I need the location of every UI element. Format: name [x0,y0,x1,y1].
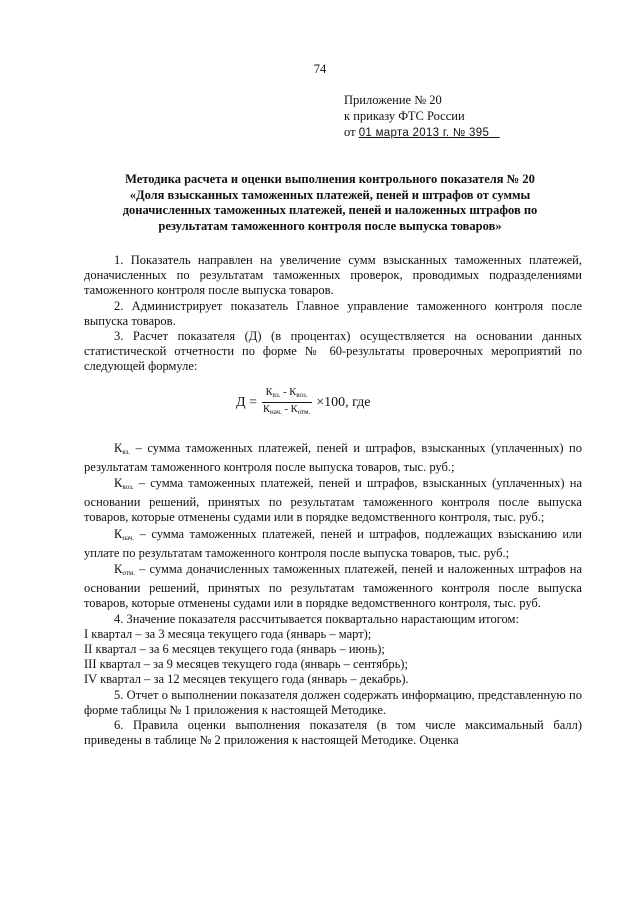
definition-k-voz: $К_{воз.}$ – сумма таможенных платежей, пеней и штрафов, взысканных (уплаченных) на основании решений, принятых по результатам таможенного контроля после выпуска товаров, которые отменены судами или в порядке ведомственного контроля, тыс. руб.; [84,476,582,525]
appendix-date-prefix: от [344,125,356,139]
appendix-line-1: Приложение № 20 [344,93,442,107]
definition-k-otm: $К_{отм.}$ – сумма доначисленных таможенных платежей, пеней и наложенных штрафов на основании решений, принятых по результатам таможенного контроля после выпуска товаров, которые отменены судами или в порядке ведомственного контроля, тыс. руб. [84,562,582,611]
quarter-item: I квартал – за 3 месяца текущего года (январь – март); [84,626,372,641]
formula-tail: ×100, где [316,394,371,410]
title-line-4: результатам таможенного контроля после выпуска товаров» [158,218,502,233]
appendix-order-number: № 395 [452,127,490,139]
title-line-1: Методика расчета и оценки выполнения контрольного показателя № 20 [125,172,535,186]
appendix-date: 01 марта 2013 г. [358,127,450,139]
quarters-list [84,627,582,688]
paragraph-6: 6. Правила оценки выполнения показателя (в том числе максимальный балл) приведены в таблице № 2 приложения к настоящей Методике. Оценка [84,718,582,748]
appendix-line-3 [344,124,594,141]
definition-k-nach: $К_{нач.}$ – сумма таможенных платежей, пеней и штрафов, подлежащих взысканию или уплате по результатам таможенного контроля после выпуска товаров, тыс. руб.; [84,526,582,560]
title-line-3: доначисленных таможенных платежей, пеней и наложенных штрафов по [122,203,538,217]
formula-fraction [259,387,314,418]
document-title [80,172,580,234]
formula-lhs: Д = [236,394,257,410]
quarter-item: II квартал – за 6 месяцев текущего года (январь – июнь); [84,642,385,657]
paragraph-2: 2. Администрирует показатель Главное управление таможенного контроля после выпуска товаров. [84,298,582,328]
definition-k-vz: $К_{вз.}$ – сумма таможенных платежей, пеней и штрафов, взысканных (уплаченных) по результатам таможенного контроля после выпуска товаров, тыс. руб.; [84,440,582,474]
paragraph-5: 5. Отчет о выполнении показателя должен содержать информацию, представленную по форме таблицы № 1 приложения к настоящей Методике. [84,687,582,717]
paragraph-3: 3. Расчет показателя (Д) (в процентах) осуществляется на основании данных статистической отчетности по форме № 60-результаты проверочных мероприятий по следующей формуле: [84,329,582,374]
title-line-2: «Доля взысканных таможенных платежей, пеней и штрафов от суммы [129,187,531,202]
quarter-item: IV квартал – за 12 месяцев текущего года (январь – декабрь). [84,672,409,687]
formula-denominator: $К_{нач.} - К_{отм.}$ [262,403,311,416]
document-body [84,253,582,748]
formula [84,381,582,429]
quarter-item: III квартал – за 9 месяцев текущего года (январь – сентябрь); [84,657,408,672]
page-number: 74 [313,62,327,76]
paragraph-1: 1. Показатель направлен на увеличение сумм взысканных таможенных платежей, доначисленных по результатам таможенных проверок, проводимых подразделениями таможенного контроля после выпуска товаров. [84,253,582,298]
formula-numerator: $К_{вз.} - К_{воз.}$ [262,387,312,403]
paragraph-4: 4. Значение показателя рассчитывается поквартально нарастающим итогом: [114,611,519,626]
appendix-header [344,92,594,141]
appendix-line-2: к приказу ФТС России [344,109,465,123]
